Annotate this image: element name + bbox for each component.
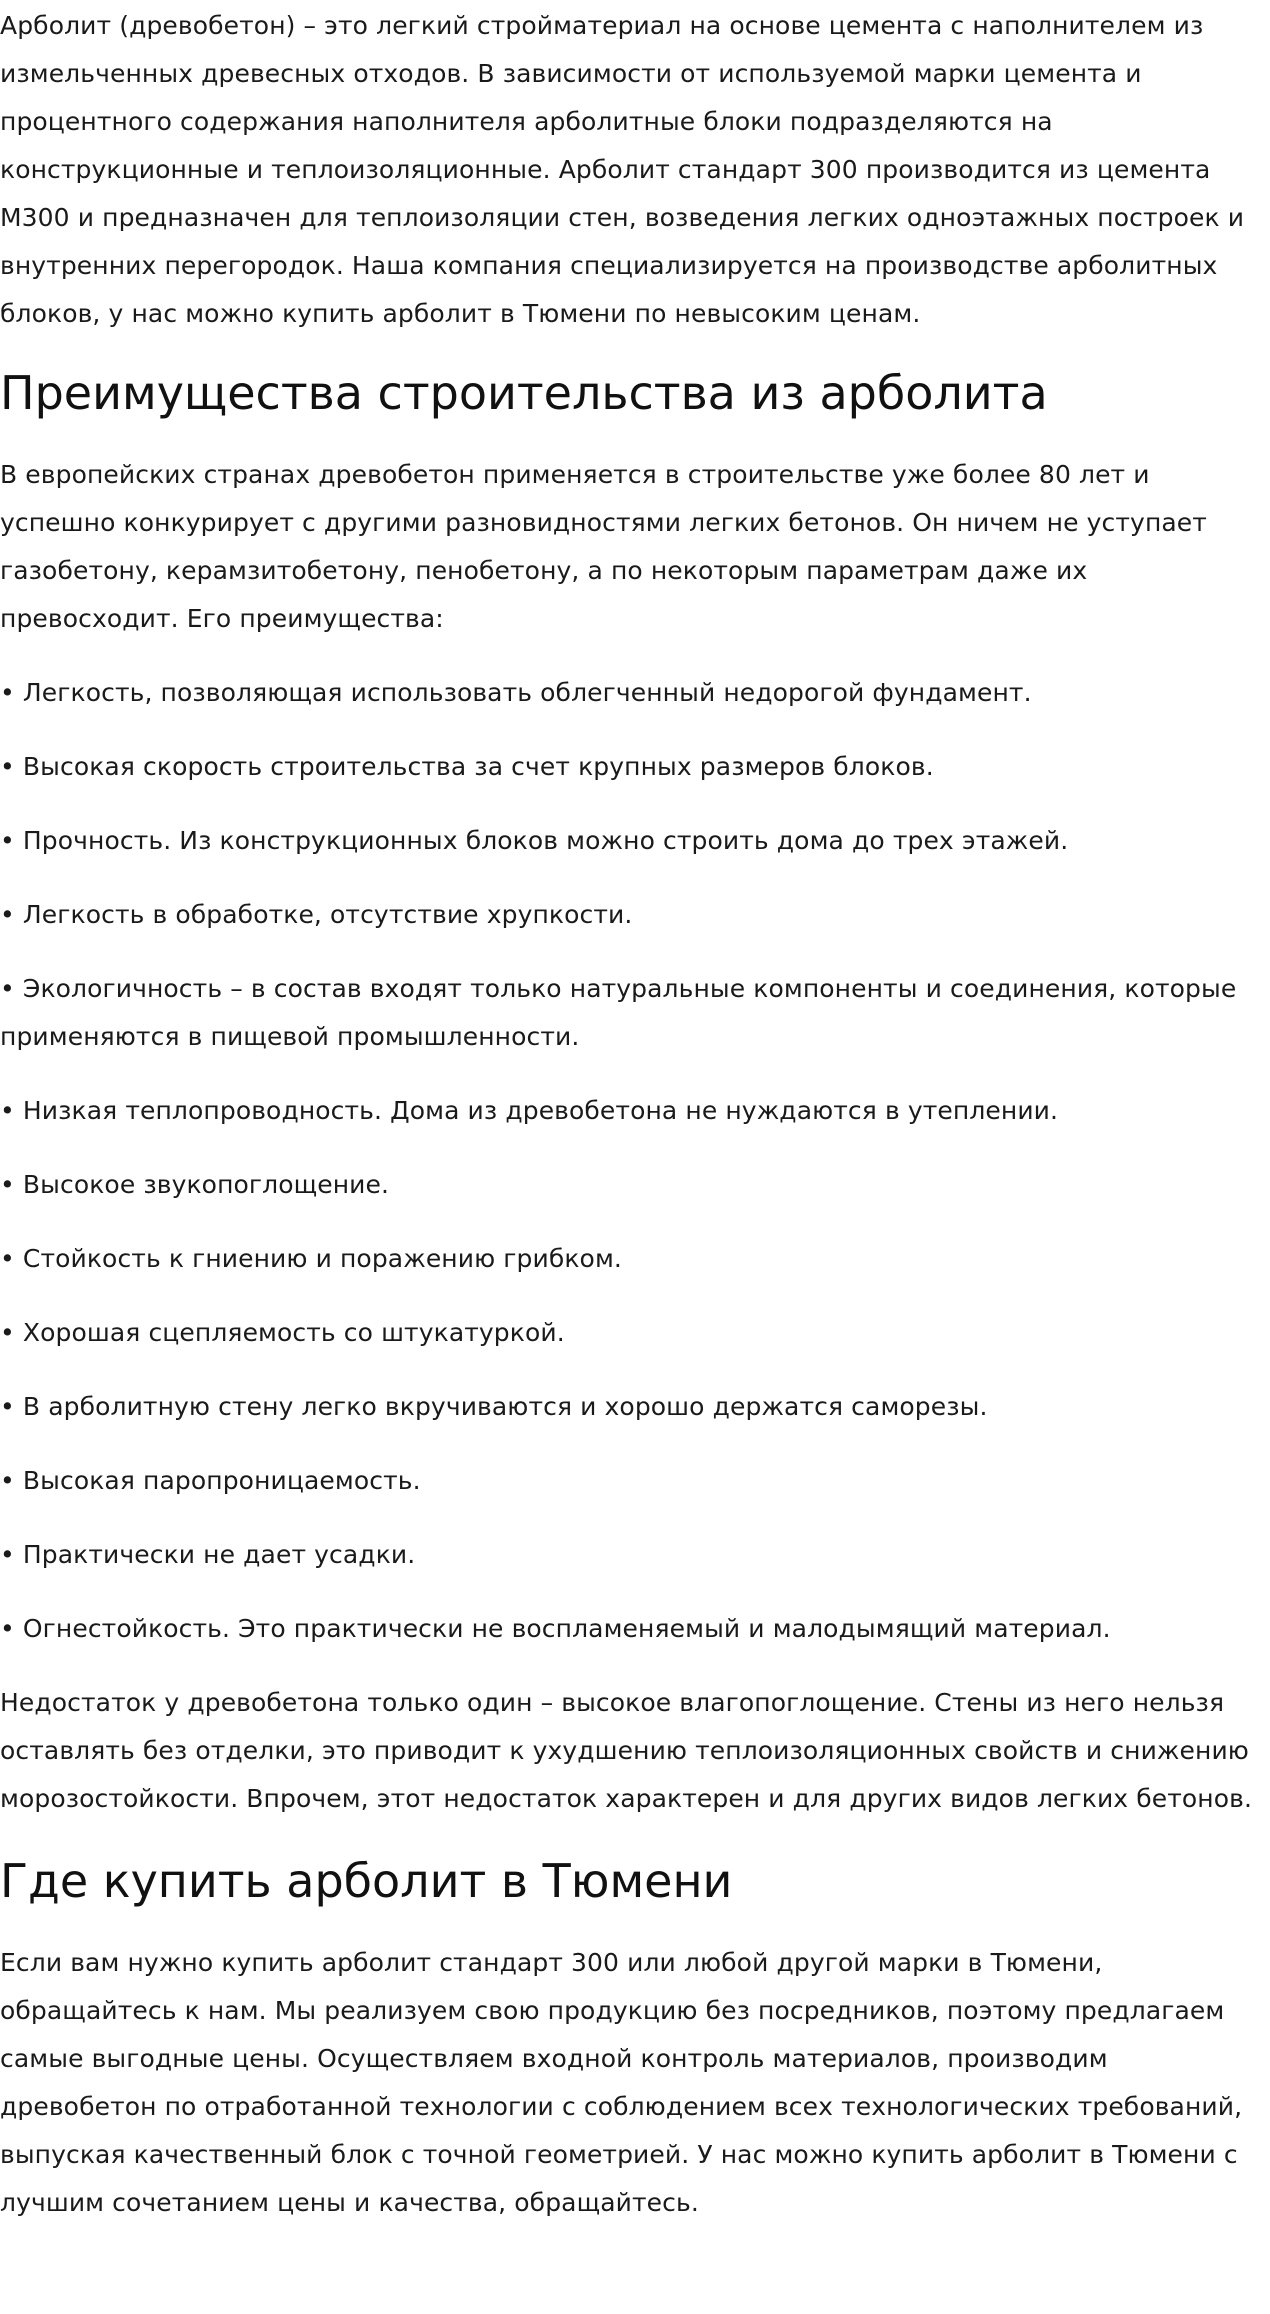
benefits-list: [0, 669, 1270, 1653]
benefit-item: • В арболитную стену легко вкручиваются и хорошо держатся саморезы.: [0, 1392, 988, 1421]
drawback-paragraph: Недостаток у древобетона только один – высокое влагопоглощение. Стены из него нельзя оставлять без отделки, это приводит к ухудшению теплоизоляционных свойств и снижению морозостойкости. Впрочем, этот недостаток характерен и для других видов легких бетонов.: [0, 1688, 1253, 1813]
benefit-item: • Огнестойкость. Это практически не воспламеняемый и малодымящий материал.: [0, 1614, 1111, 1643]
heading-where-to-buy: Где купить арболит в Тюмени: [0, 1854, 733, 1908]
benefit-item: • Высокая паропроницаемость.: [0, 1466, 421, 1495]
benefit-item: • Низкая теплопроводность. Дома из древобетона не нуждаются в утеплении.: [0, 1096, 1059, 1125]
benefit-item: • Стойкость к гниению и поражению грибком.: [0, 1244, 622, 1273]
heading-advantages: Преимущества строительства из арболита: [0, 366, 1048, 420]
benefit-item: • Высокая скорость строительства за счет крупных размеров блоков.: [0, 752, 934, 781]
benefit-item: • Хорошая сцепляемость со штукатуркой.: [0, 1318, 565, 1347]
benefit-item: • Легкость в обработке, отсутствие хрупкости.: [0, 900, 633, 929]
intro-paragraph: Арболит (древобетон) – это легкий стройматериал на основе цемента с наполнителем из измельченных древесных отходов. В зависимости от используемой марки цемента и процентного содержания наполнителя арболитные блоки подразделяются на конструкционные и теплоизоляционные. Арболит стандарт 300 производится из цемента М300 и предназначен для теплоизоляции стен, возведения легких одноэтажных построек и внутренних перегородок. Наша компания специализируется на производстве арболитных блоков, у нас можно купить арболит в Тюмени по невысоким ценам.: [0, 11, 1245, 328]
benefit-item: • Практически не дает усадки.: [0, 1540, 416, 1569]
advantages-lead-paragraph: В европейских странах древобетон применяется в строительстве уже более 80 лет и успешно конкурирует с другими разновидностями легких бетонов. Он ничем не уступает газобетону, керамзитобетону, пенобетону, а по некоторым параметрам даже их превосходит. Его преимущества:: [0, 460, 1207, 633]
where-to-buy-paragraph: Если вам нужно купить арболит стандарт 300 или любой другой марки в Тюмени, обращайтесь к нам. Мы реализуем свою продукцию без посредников, поэтому предлагаем самые выгодные цены. Осуществляем входной контроль материалов, производим древобетон по отработанной технологии с соблюдением всех технологических требований, выпуская качественный блок с точной геометрией. У нас можно купить арболит в Тюмени с лучшим сочетанием цены и качества, обращайтесь.: [0, 1948, 1243, 2217]
benefit-item: • Экологичность – в состав входят только натуральные компоненты и соединения, которые применяются в пищевой промышленности.: [0, 974, 1237, 1051]
benefit-item: • Прочность. Из конструкционных блоков можно строить дома до трех этажей.: [0, 826, 1069, 855]
article-body: [0, 2, 1270, 2227]
benefit-item: • Высокое звукопоглощение.: [0, 1170, 390, 1199]
benefit-item: • Легкость, позволяющая использовать облегченный недорогой фундамент.: [0, 678, 1032, 707]
